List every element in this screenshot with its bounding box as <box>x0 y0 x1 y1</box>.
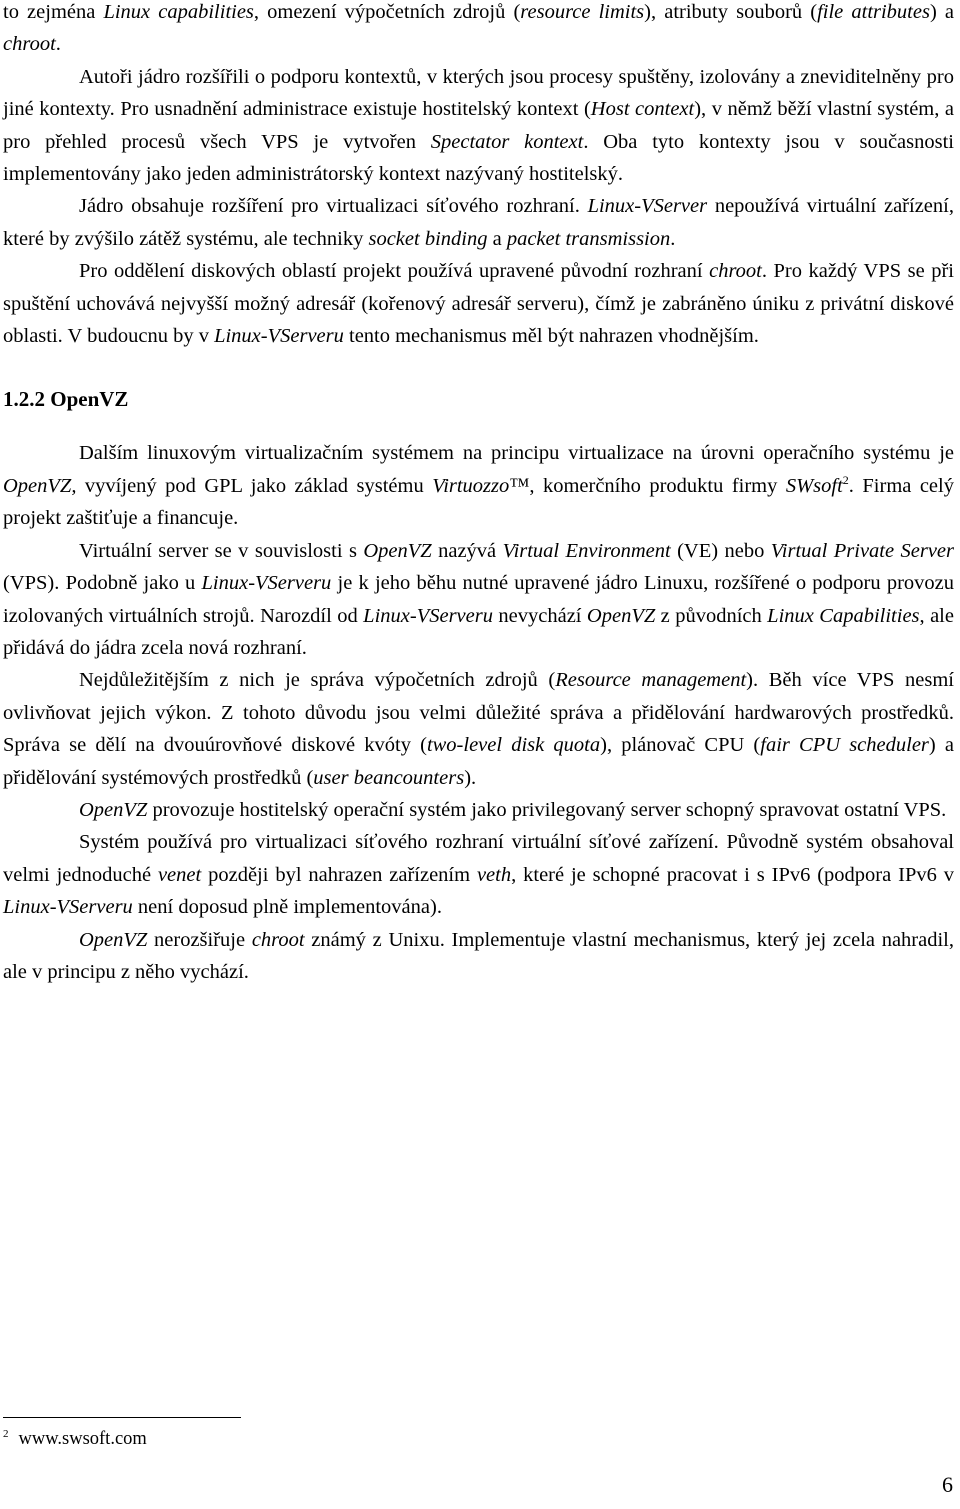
text-run: . <box>670 227 676 250</box>
paragraph <box>3 61 954 191</box>
text-run: , které je schopné pracovat i s IPv6 (podpora IPv6 v <box>511 863 954 886</box>
italic-term: SWsoft <box>785 474 843 497</box>
text-run: (VE) nebo <box>670 539 771 562</box>
footnote-reference: 2 <box>842 473 849 488</box>
italic-term: Linux-VServeru <box>3 896 133 919</box>
italic-term: Linux-VServeru <box>214 325 344 348</box>
paragraph <box>3 924 954 989</box>
paragraph <box>3 255 954 352</box>
text-run: nepoužívá virtuální zařízení, které by zvýšilo zátěž systému, ale techniky <box>3 195 954 250</box>
text-run: vyvíjený pod GPL jako základ systému <box>76 474 433 497</box>
text-run: Dalším linuxovým virtualizačním systémem na principu virtualizace na úrovni operačního systému je <box>79 442 954 465</box>
italic-term: user beancounters <box>313 766 465 789</box>
italic-term: veth <box>476 863 512 886</box>
italic-term: chroot <box>3 33 56 56</box>
text-run: známý z Unixu. Implementuje vlastní mechanismus, který jej zcela nahradil, ale v principu z něho vychází. <box>3 928 954 983</box>
italic-term: OpenVZ <box>586 604 656 627</box>
text-run: Systém používá pro virtualizaci síťového rozhraní virtuální síťové zařízení. Původně systém obsahoval velmi jednoduché <box>3 831 954 886</box>
italic-term: Linux-VServeru <box>201 572 332 595</box>
italic-term: Linux Capabilities <box>767 604 920 627</box>
text-run: je k jeho běhu nutné upravené jádro Linuxu, rozšířené o podporu provozu izolovaných virtuálních strojů. Narozdíl od <box>3 572 954 627</box>
section2-paragraphs <box>3 437 954 988</box>
italic-term: two-level disk quota <box>426 734 601 757</box>
footnote <box>3 1427 147 1451</box>
italic-term: Resource management <box>555 669 747 692</box>
text-run: (VPS). Podobně jako u <box>3 572 202 595</box>
text-run: nerozšiřuje <box>147 928 252 951</box>
text-run: ), plánovač CPU ( <box>600 734 761 757</box>
footnote-marker: 2 <box>3 1427 9 1440</box>
footnote-separator <box>3 1417 241 1418</box>
text-run: nazývá <box>431 539 503 562</box>
section1-paragraphs <box>3 61 954 353</box>
italic-term: resource limits <box>520 1 645 23</box>
italic-term: Spectator kontext <box>430 130 584 153</box>
text-run: , omezení výpočetních zdrojů ( <box>253 1 521 23</box>
footnote-text: www.swsoft.com <box>18 1429 147 1449</box>
italic-term: file attributes <box>817 1 930 23</box>
text-run: z původních <box>655 604 768 627</box>
paragraph <box>3 794 954 826</box>
text-run: , ale přidává do jádra zcela nová rozhraní. <box>3 604 954 659</box>
text-run: ), v němž běží vlastní systém, a pro přehled procesů všech VPS je vytvořen <box>3 98 954 153</box>
text-run: ) a přidělování systémových prostředků ( <box>3 734 954 789</box>
text-run: ™, komerčního produktu firmy <box>509 474 786 497</box>
text-run: . <box>55 33 61 56</box>
text-run: Nejdůležitějším z nich je správa výpočetních zdrojů ( <box>79 669 556 692</box>
italic-term: Virtual Private Server <box>770 539 954 562</box>
paragraph <box>3 535 954 665</box>
italic-term: socket binding <box>368 227 488 250</box>
text-run: a <box>487 227 507 250</box>
top-paragraph <box>3 0 954 61</box>
text-run: Pro oddělení diskových oblastí projekt používá upravené původní rozhraní <box>79 260 710 283</box>
text-run: Autoři jádro rozšířili o podporu kontextů, v kterých jsou procesy spuštěny, izolovány a zneviditelněny pro jiné kontexty. Pro usnadnění administrace existuje hostitelský kontext ( <box>3 65 954 121</box>
italic-term: OpenVZ <box>79 798 148 821</box>
text-run: provozuje hostitelský operační systém jako privilegovaný server schopný spravovat ostatní VPS. <box>147 798 947 821</box>
italic-term: Virtual Environment <box>502 539 671 562</box>
paragraph <box>3 437 954 534</box>
document-body <box>3 0 954 988</box>
italic-term: Linux capabilities <box>103 1 254 23</box>
italic-term: fair CPU scheduler <box>760 734 929 757</box>
text-run: ) a <box>929 1 954 23</box>
italic-term: venet <box>157 863 202 886</box>
text-run: ). Běh více VPS nesmí ovlivňovat jejich výkon. Z tohoto důvodu jsou velmi důležité správa a přidělování hardwarových prostředků. Správa se dělí na dvouúrovňové diskové kvóty ( <box>3 669 954 757</box>
italic-term: chroot <box>251 928 305 951</box>
text-run: . Firma celý projekt zaštiťuje a financuje. <box>3 474 954 530</box>
italic-term: Host context <box>590 98 695 121</box>
paragraph <box>3 826 954 923</box>
text-run: Jádro obsahuje rozšíření pro virtualizaci síťového rozhraní. <box>79 195 588 218</box>
text-run: to zejména <box>3 1 104 23</box>
text-run: tento mechanismus měl být nahrazen vhodnějším. <box>343 325 759 348</box>
italic-term: packet transmission <box>506 227 671 250</box>
text-run: později byl nahrazen zařízením <box>201 863 477 886</box>
italic-term: Linux-VServeru <box>363 604 493 627</box>
section-heading: 1.2.2 OpenVZ <box>3 387 129 412</box>
paragraph <box>3 664 954 794</box>
text-run: Virtuální server se v souvislosti s <box>79 539 364 562</box>
italic-term: OpenVZ <box>363 539 432 562</box>
italic-term: OpenVZ, <box>3 474 77 497</box>
italic-term: OpenVZ <box>79 928 148 951</box>
text-run: . Pro každý VPS se při spuštění uchovává nejvyšší možný adresář (kořenový adresář serveru), čímž je zabráněno úniku z privátní diskové oblasti. V budoucnu by v <box>3 260 955 348</box>
italic-term: Virtuozzo <box>432 474 510 497</box>
italic-term: Linux-VServer <box>587 195 708 218</box>
text-run: nevychází <box>492 604 587 627</box>
text-run: není doposud plně implementována). <box>132 896 442 919</box>
text-run: ). <box>464 766 477 789</box>
paragraph <box>3 190 954 255</box>
text-run: . Oba tyto kontexty jsou v současnosti implementovány jako jeden administrátorský kontext nazývaný hostitelský. <box>3 130 954 186</box>
page-number: 6 <box>942 1472 953 1497</box>
italic-term: chroot <box>709 260 762 283</box>
text-run: ), atributy souborů ( <box>644 1 818 23</box>
